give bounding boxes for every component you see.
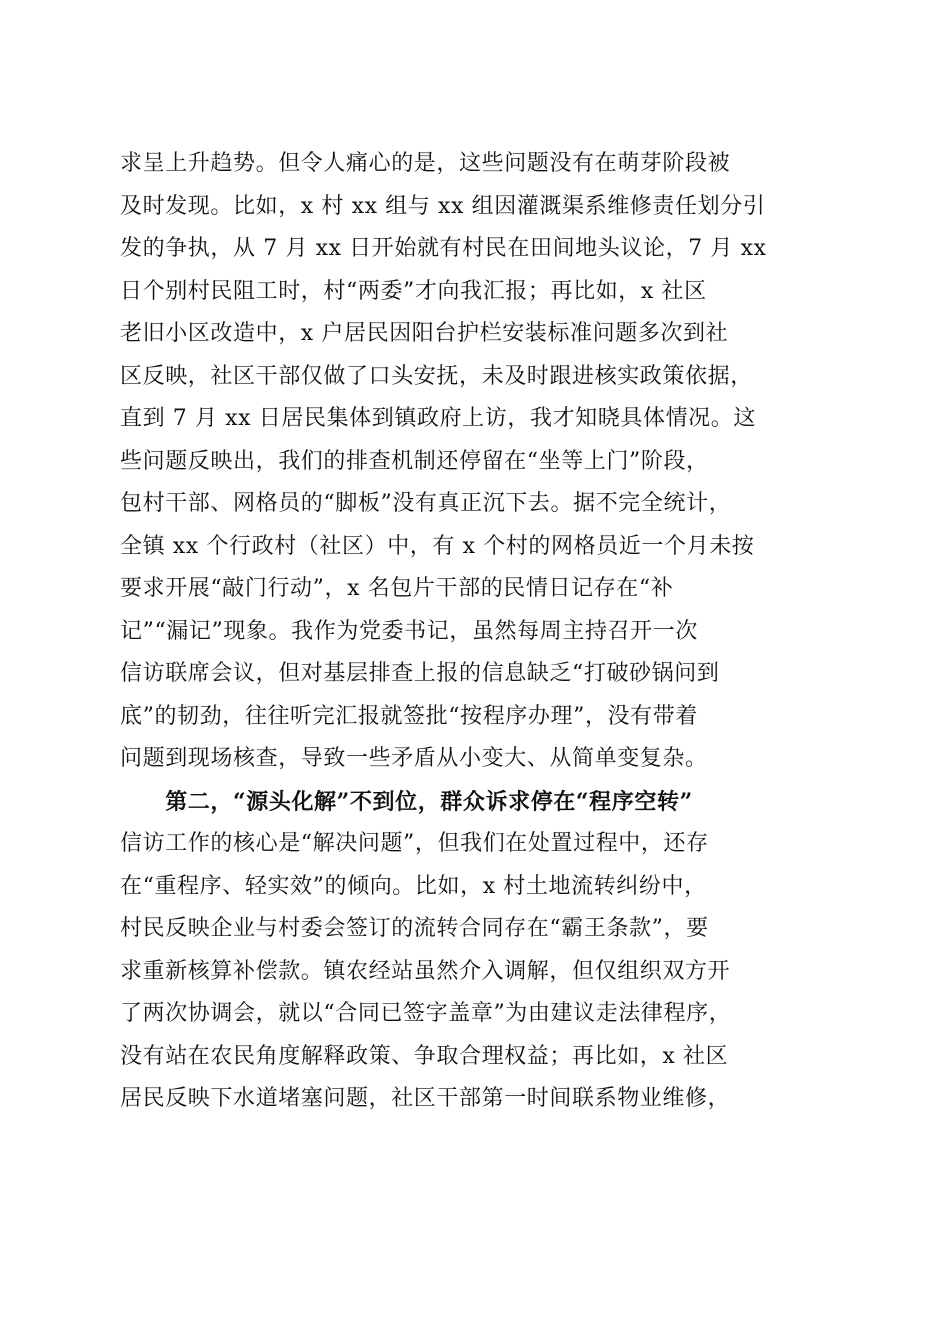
paragraph-line: 全镇 xx 个行政村（社区）中，有 x 个村的网格员近一个月未按 [120, 533, 755, 559]
paragraph-line: 了两次协调会，就以“合同已签字盖章”为由建议走法律程序， [120, 1001, 732, 1026]
paragraph-line: 区反映，社区干部仅做了口头安抚，未及时跟进核实政策依据， [120, 363, 753, 389]
paragraph-line: 问题到现场核查，导致一些矛盾从小变大、从简单变复杂。 [120, 746, 708, 771]
paragraph-line: 在“重程序、轻实效”的倾向。比如，x 村土地流转纠纷中， [120, 873, 707, 899]
paragraph-line: 记”“漏记”现象。我作为党委书记，虽然每周主持召开一次 [120, 618, 698, 644]
paragraph-line: 日个别村民阻工时，村“两委”才向我汇报；再比如，x 社区 [120, 278, 707, 304]
paragraph-line: 发的争执，从 7 月 xx 日开始就有村民在田间地头议论，7 月 xx [120, 236, 767, 261]
paragraph-line: 直到 7 月 xx 日居民集体到镇政府上访，我才知晓具体情况。这 [120, 406, 756, 431]
paragraph-line: 村民反映企业与村委会签订的流转合同存在“霸王条款”，要 [120, 916, 709, 941]
paragraph-line: 底”的韧劲，往往听完汇报就签批“按程序办理”，没有带着 [120, 703, 698, 729]
paragraph-line: 没有站在农民角度解释政策、争取合理权益；再比如，x 社区 [120, 1043, 729, 1069]
paragraph-line: 居民反映下水道堵塞问题，社区干部第一时间联系物业维修， [120, 1086, 731, 1111]
paragraph-line: 信访工作的核心是“解决问题”，但我们在处置过程中，还存 [120, 831, 709, 856]
paragraph-line: 及时发现。比如，x 村 xx 组与 xx 组因灌溉渠系维修责任划分引 [120, 193, 766, 219]
section-heading: 第二，“源头化解”不到位，群众诉求停在“程序空转” [120, 788, 693, 815]
paragraph-line: 包村干部、网格员的“脚板”没有真正沉下去。据不完全统计， [120, 491, 732, 516]
paragraph-line: 求呈上升趋势。但令人痛心的是，这些问题没有在萌芽阶段被 [120, 151, 731, 176]
paragraph-line: 求重新核算补偿款。镇农经站虽然介入调解，但仅组织双方开 [120, 958, 731, 984]
paragraph-line: 要求开展“敲门行动”，x 名包片干部的民情日记存在“补 [120, 576, 674, 601]
paragraph-line: 些问题反映出，我们的排查机制还停留在“坐等上门”阶段， [120, 448, 709, 474]
body-text [120, 143, 840, 1121]
paragraph-line: 信访联席会议，但对基层排查上报的信息缺乏“打破砂锅问到 [120, 661, 720, 686]
paragraph-line: 老旧小区改造中，x 户居民因阳台护栏安装标准问题多次到社 [120, 321, 729, 346]
